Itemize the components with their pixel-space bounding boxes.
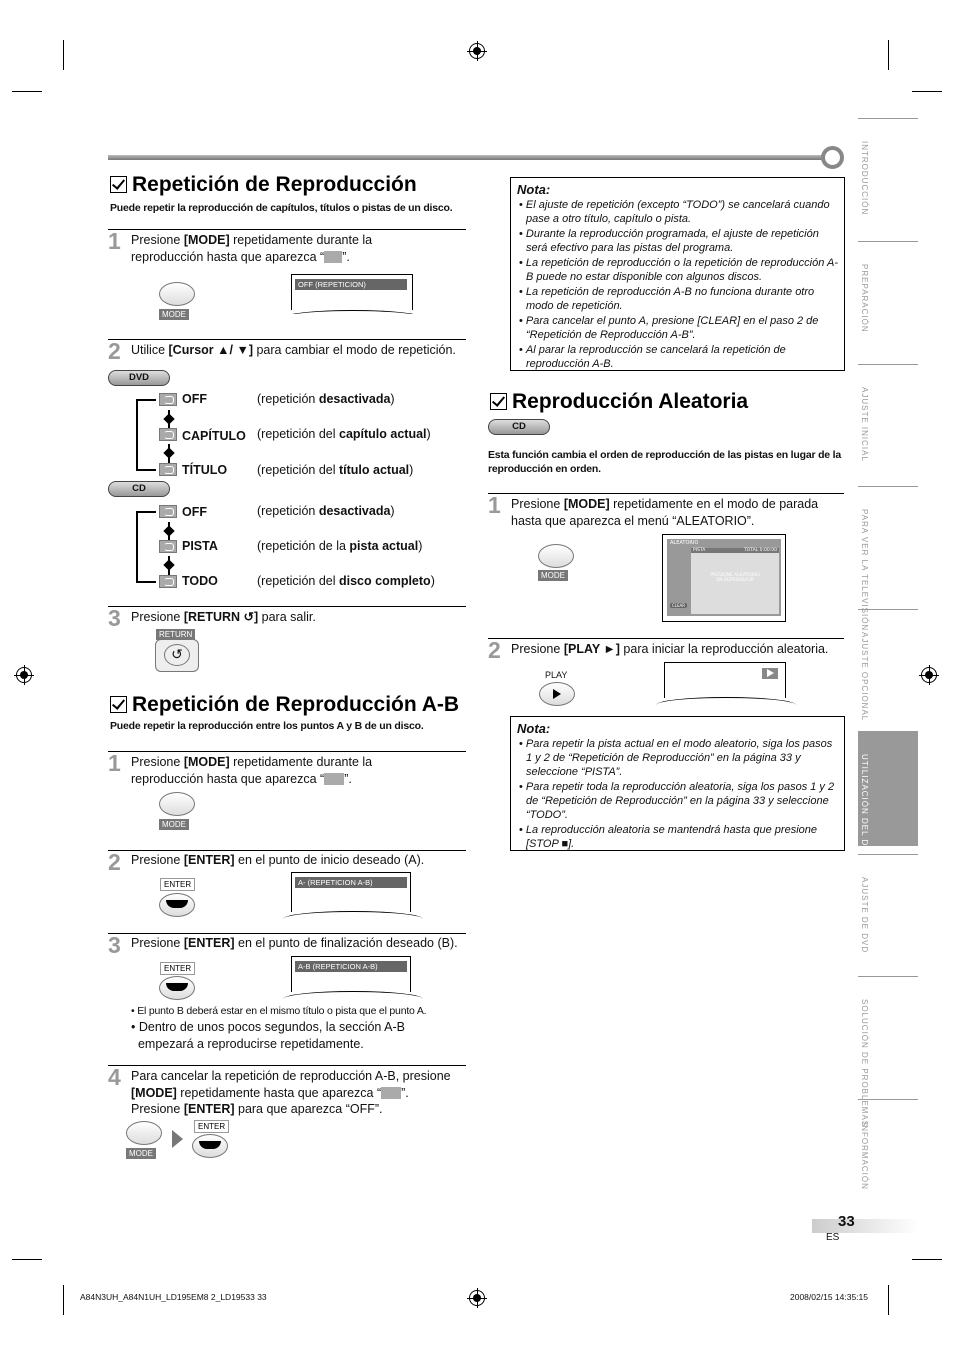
ab-repeat-icon — [324, 773, 344, 785]
note-item: • La reproducción aleatoria se mantendrá hasta que presione [STOP ■]. — [517, 823, 838, 851]
side-tab-label: AJUSTE OPCIONAL — [860, 632, 869, 722]
side-tab[interactable] — [858, 364, 918, 479]
page-number-bar — [812, 1219, 918, 1233]
mode-button[interactable] — [159, 792, 195, 816]
side-tab[interactable] — [858, 854, 918, 969]
section-intro: Puede repetir la reproducción de capítulos, títulos o pistas de un disco. — [110, 202, 453, 214]
osd-readout: A-B (REPETICION A-B) — [295, 961, 407, 972]
note-item: • La repetición de reproducción A-B no funciona durante otro modo de repetición. — [517, 285, 838, 313]
dvd-badge: DVD — [108, 370, 170, 386]
checkbox-icon — [110, 176, 127, 193]
registration-mark-icon — [921, 667, 937, 683]
option-desc: (repetición del título actual) — [257, 463, 414, 477]
side-tab[interactable] — [858, 731, 918, 860]
mode-button[interactable] — [538, 544, 574, 568]
option-label: TODO — [182, 574, 218, 588]
checkbox-icon — [490, 393, 507, 410]
screen-curve — [283, 911, 423, 919]
screen-curve — [656, 697, 796, 705]
crop-mark — [912, 1259, 942, 1260]
step-number: 2 — [488, 637, 501, 663]
return-label: RETURN — [156, 629, 195, 640]
crop-mark — [63, 40, 64, 70]
crop-mark — [888, 40, 889, 70]
step-number: 3 — [108, 605, 121, 631]
screen-curve — [283, 310, 423, 318]
repeat-icon — [159, 463, 177, 476]
note-item: • Al parar la reproducción se cancelará la repetición de reproducción A-B. — [517, 343, 838, 371]
step-text: Presione [MODE] repetidamente durante la reproducción hasta que aparezca “ ”. — [131, 755, 373, 786]
arrow-icon — [163, 559, 174, 570]
arrow-right-icon — [172, 1130, 183, 1148]
side-tab[interactable] — [858, 118, 918, 233]
section-intro: Esta función cambia el orden de reproducción de las pistas en lugar de la reproducción en orden. — [488, 449, 841, 475]
return-button[interactable] — [155, 639, 199, 672]
repeat-icon — [159, 575, 177, 588]
bullet-note: • Dentro de unos pocos segundos, la sección A-B empezará a reproducirse repetidamente. — [131, 1020, 405, 1051]
step-number: 4 — [108, 1064, 121, 1090]
enter-button[interactable] — [159, 893, 195, 917]
section-title-ab — [110, 693, 459, 717]
side-tab[interactable] — [858, 609, 918, 724]
step-number: 1 — [108, 228, 121, 254]
step-text: Utilice [Cursor ▲/ ▼] para cambiar el modo de repetición. — [131, 343, 456, 357]
bullet-note: • El punto B deberá estar en el mismo título o pista que el punto A. — [131, 1005, 427, 1017]
footer-file: A84N3UH_A84N1UH_LD195EM8 2_LD19533 33 — [80, 1292, 267, 1302]
option-label: PISTA — [182, 539, 218, 553]
note-title: Nota: — [517, 182, 551, 197]
mode-label: MODE — [159, 309, 189, 320]
step-text: Presione [MODE] repetidamente en el modo de parada hasta que aparezca el menú “ALEATORIO”. — [511, 497, 819, 528]
osd-readout: A- (REPETICION A-B) — [295, 877, 407, 888]
mode-button[interactable] — [159, 282, 195, 306]
registration-mark-icon — [16, 667, 32, 683]
header-bar — [108, 155, 826, 160]
enter-button[interactable] — [159, 976, 195, 1000]
option-label: CAPÍTULO — [182, 429, 246, 443]
checkbox-icon — [110, 696, 127, 713]
crop-mark — [63, 1285, 64, 1315]
note-item: • Para cancelar el punto A, presione [CLEAR] en el paso 2 de “Repetición de Reproducción A-B”. — [517, 314, 838, 342]
repeat-icon — [159, 428, 177, 441]
crop-mark — [912, 91, 942, 92]
play-label: PLAY — [545, 670, 568, 680]
registration-mark-icon — [469, 43, 485, 59]
divider — [108, 339, 466, 340]
side-tab[interactable] — [858, 1099, 918, 1214]
step-text: Presione [PLAY ►] para iniciar la reproducción aleatoria. — [511, 642, 829, 656]
screen-curve — [283, 991, 423, 999]
repeat-icon — [159, 393, 177, 406]
page-number: 33 — [838, 1213, 855, 1230]
side-tab[interactable] — [858, 241, 918, 356]
repeat-icon — [324, 251, 342, 263]
cycle-line — [136, 399, 156, 401]
crop-mark — [888, 1285, 889, 1315]
mode-label: MODE — [538, 570, 568, 581]
crop-mark — [12, 1259, 42, 1260]
return-icon: ↺ — [164, 644, 190, 666]
note-item: • La repetición de reproducción o la repetición de reproducción A-B puede no estar disponible con algunos discos. — [517, 256, 838, 284]
step-number: 2 — [108, 849, 121, 875]
step-number: 3 — [108, 932, 121, 958]
registration-mark-icon — [469, 1290, 485, 1306]
section-intro: Puede repetir la reproducción entre los puntos A y B de un disco. — [110, 720, 424, 732]
section-title-text: Repetición de Reproducción A-B — [132, 693, 460, 716]
side-tab-label: AJUSTE DE DVD — [860, 877, 869, 954]
arrow-icon — [163, 447, 174, 458]
note-box — [510, 177, 845, 371]
divider — [108, 933, 466, 934]
note-item: • El ajuste de repetición (excepto “TODO”) se cancelará cuando pase a otro título, capítulo o pista. — [517, 198, 838, 226]
cycle-line — [136, 511, 138, 581]
divider — [108, 1065, 466, 1066]
menu-panel — [691, 548, 779, 614]
play-osd-icon — [762, 668, 778, 679]
divider — [108, 606, 466, 607]
section-title-repeat — [110, 173, 417, 197]
menu-message: PRESIONE ALEATORIO EN REPRODUCIR — [710, 573, 760, 583]
repeat-icon — [159, 540, 177, 553]
note-item: • Para repetir toda la reproducción aleatoria, siga los pasos 1 y 2 de “Repetición de Reproducción” en la página 33 y seleccione “TODO”. — [517, 780, 838, 822]
note-title: Nota: — [517, 721, 551, 736]
enter-label: ENTER — [160, 962, 195, 975]
step-number: 2 — [108, 338, 121, 364]
header-circle — [821, 146, 844, 169]
ab-repeat-icon — [381, 1087, 401, 1099]
step-text: Presione [MODE] repetidamente durante la reproducción hasta que aparezca “ ”. — [131, 233, 373, 264]
divider — [108, 229, 466, 230]
option-label: OFF — [182, 505, 207, 519]
enter-label: ENTER — [160, 878, 195, 891]
option-desc: (repetición desactivada) — [257, 504, 395, 518]
option-desc: (repetición del disco completo) — [257, 574, 435, 588]
enter-button[interactable] — [192, 1134, 228, 1158]
crop-mark — [12, 91, 42, 92]
note-box — [510, 716, 845, 851]
arrow-icon — [163, 413, 174, 424]
footer-date: 2008/02/15 14:35:15 — [790, 1292, 868, 1302]
step-number: 1 — [108, 750, 121, 776]
menu-title: ALEATORIO — [670, 540, 699, 546]
enter-label: ENTER — [194, 1120, 229, 1133]
tv-screen — [662, 534, 786, 622]
option-desc: (repetición del capítulo actual) — [257, 427, 431, 441]
cycle-line — [136, 511, 156, 513]
side-tab[interactable] — [858, 976, 918, 1128]
note-item: • Durante la reproducción programada, el ajuste de repetición será efectivo para las pistas del programa. — [517, 227, 838, 255]
side-tab-label: PREPARACIÓN — [860, 264, 869, 333]
divider — [488, 638, 844, 639]
section-title-text: Repetición de Reproducción — [132, 173, 417, 196]
side-tab-label: INTRODUCCIÓN — [860, 141, 869, 216]
step-text: Para cancelar la repetición de reproducción A-B, presione [MODE] repetidamente hasta que aparezca “ ”. Presione [ENTER] para que aparezca “OFF”. — [131, 1069, 451, 1116]
side-tab-label: SOLUCIÓN DE PROBLEMAS — [860, 999, 869, 1128]
mode-button[interactable] — [126, 1121, 162, 1145]
language-code: ES — [826, 1232, 840, 1243]
random-menu — [667, 539, 781, 616]
osd-readout: OFF (REPETICION) — [295, 279, 407, 290]
section-title-text: Reproducción Aleatoria — [512, 390, 749, 413]
option-desc: (repetición de la pista actual) — [257, 539, 423, 553]
side-tab-label: INFORMACIÓN — [860, 1122, 869, 1190]
cycle-line — [136, 469, 156, 471]
step-text: Presione [RETURN ↺] para salir. — [131, 610, 316, 624]
arrow-icon — [163, 525, 174, 536]
note-item: • Para repetir la pista actual en el modo aleatorio, siga los pasos 1 y 2 de “Repetición de Reproducción” en la página 33 y seleccione “PISTA”. — [517, 737, 838, 779]
section-title-random — [490, 390, 748, 414]
repeat-icon — [159, 505, 177, 518]
divider — [108, 751, 466, 752]
side-tab-label: AJUSTE INICIAL — [860, 387, 869, 462]
cycle-line — [136, 581, 156, 583]
step-number: 1 — [488, 492, 501, 518]
side-tab[interactable] — [858, 486, 918, 632]
option-desc: (repetición desactivada) — [257, 392, 395, 406]
cycle-line — [136, 399, 138, 469]
cd-badge: CD — [108, 481, 170, 497]
menu-clear-button[interactable]: CLEAR — [672, 603, 686, 608]
mode-label: MODE — [159, 819, 189, 830]
step-text: Presione [ENTER] en el punto de finalización deseado (B). — [131, 936, 458, 950]
mode-label: MODE — [126, 1148, 156, 1159]
option-label: OFF — [182, 392, 207, 406]
step-text: Presione [ENTER] en el punto de inicio deseado (A). — [131, 853, 425, 867]
play-button[interactable] — [539, 682, 575, 706]
cd-badge: CD — [488, 419, 550, 435]
side-tab-label: UTILIZACIÓN DEL DVD — [860, 754, 869, 860]
divider — [108, 850, 466, 851]
divider — [488, 493, 844, 494]
side-tab-label: PARA VER LA TELEVISIÓN — [860, 509, 869, 632]
menu-header: PISTA TOTAL 0:00:00 — [693, 548, 777, 553]
option-label: TÍTULO — [182, 463, 228, 477]
